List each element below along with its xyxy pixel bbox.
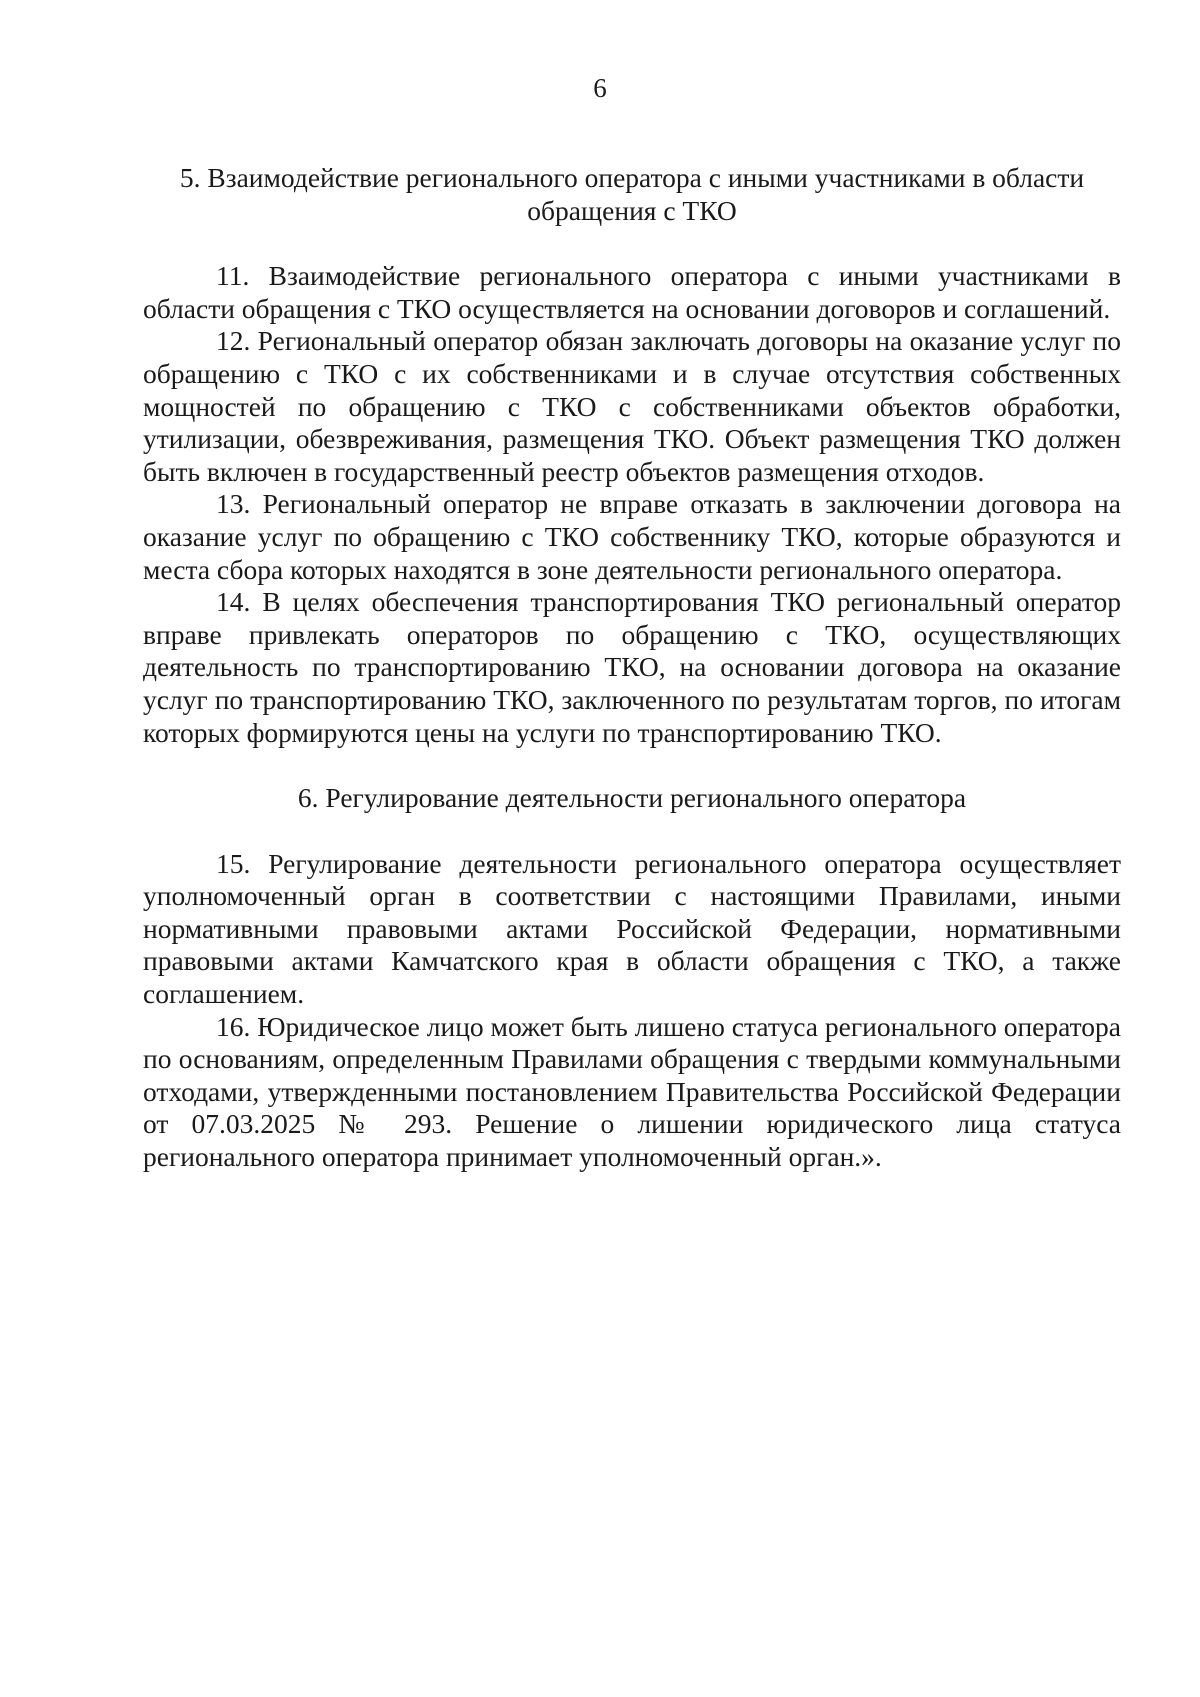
document-body bbox=[143, 162, 1121, 1174]
section-5-heading: 5. Взаимодействие регионального оператора с иными участниками в области обращения с ТКО bbox=[179, 162, 1085, 226]
paragraph-11: 11. Взаимодействие регионального оператора с иными участниками в области обращения с ТКО осуществляется на основании договоров и соглашений. bbox=[143, 260, 1121, 324]
page-number: 6 bbox=[593, 73, 607, 103]
paragraph-13: 13. Региональный оператор не вправе отказать в заключении договора на оказание услуг по обращению с ТКО собственнику ТКО, которые образуются и места сбора которых находятся в зоне деятельности регионального оператора. bbox=[143, 488, 1121, 585]
paragraph-12: 12. Региональный оператор обязан заключать договоры на оказание услуг по обращению с ТКО с их собственниками и в случае отсутствия собственных мощностей по обращению с ТКО с собственниками объектов обработки, утилизации, обезвреживания, размещения ТКО. Объект размещения ТКО должен быть включен в государственный реестр объектов размещения отходов. bbox=[143, 325, 1121, 487]
paragraph-15: 15. Регулирование деятельности регионального оператора осуществляет уполномоченный орган в соответствии с настоящими Правилами, иными нормативными правовыми актами Российской Федерации, нормативными правовыми актами Камчатского края в области обращения с ТКО, а также соглашением. bbox=[143, 847, 1121, 1010]
section-6-heading: 6. Регулирование деятельности регионального оператора bbox=[297, 782, 967, 814]
section-5 bbox=[143, 162, 1121, 749]
paragraph-16: 16. Юридическое лицо может быть лишено статуса регионального оператора по основаниям, определенным Правилами обращения с твердыми коммунальными отходами, утвержденными постановлением Правительства Российской Федерации от 07.03.2025 № 293. Решение о лишении юридического лица статуса регионального оператора принимает уполномоченный орган.». bbox=[143, 1010, 1121, 1173]
section-6 bbox=[143, 782, 1121, 1174]
paragraph-14: 14. В целях обеспечения транспортирования ТКО региональный оператор вправе привлекать операторов по обращению с ТКО, осуществляющих деятельность по транспортированию ТКО, на основании договора на оказание услуг по транспортированию ТКО, заключенного по результатам торгов, по итогам которых формируются цены на услуги по транспортированию ТКО. bbox=[143, 586, 1121, 748]
